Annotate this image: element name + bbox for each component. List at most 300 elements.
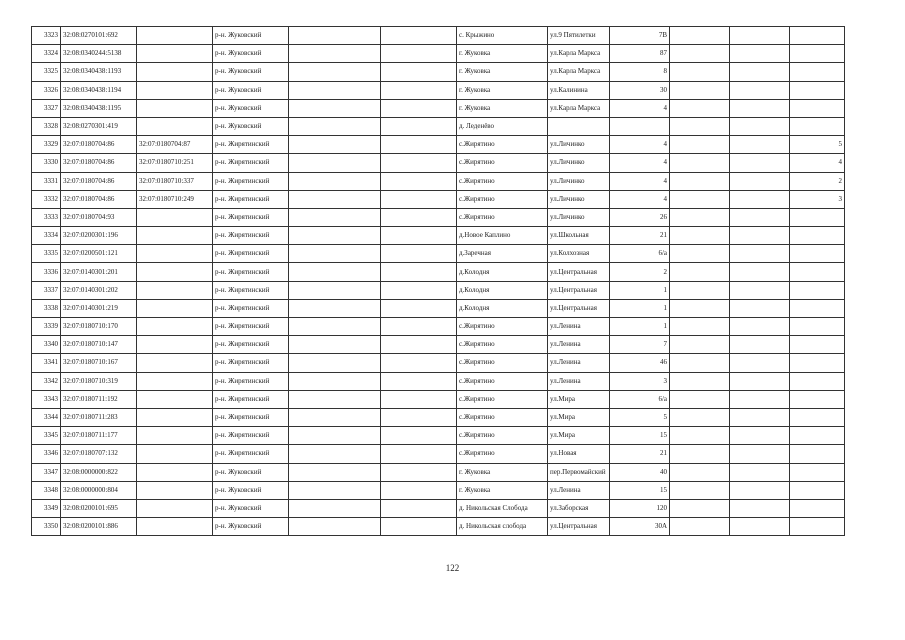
street: ул.Центральная bbox=[548, 263, 610, 281]
table-row bbox=[32, 336, 845, 354]
settlement: д.Заречная bbox=[457, 245, 548, 263]
cadastral-number: 32:07:0180711:177 bbox=[61, 427, 137, 445]
table-row bbox=[32, 63, 845, 81]
apartment-number bbox=[790, 390, 845, 408]
row-number: 3332 bbox=[32, 190, 61, 208]
empty-cell bbox=[670, 427, 730, 445]
empty-cell bbox=[381, 136, 457, 154]
cadastral-number: 32:07:0200301:196 bbox=[61, 227, 137, 245]
district: р-н. Жуковский bbox=[213, 499, 289, 517]
related-cadastral-number bbox=[137, 227, 213, 245]
cadastral-number: 32:07:0200501:121 bbox=[61, 245, 137, 263]
page-number: 122 bbox=[445, 563, 460, 573]
street: ул.Личинко bbox=[548, 208, 610, 226]
related-cadastral-number bbox=[137, 481, 213, 499]
empty-cell bbox=[730, 336, 790, 354]
district: р-н. Жирятинский bbox=[213, 263, 289, 281]
empty-cell bbox=[670, 481, 730, 499]
empty-cell bbox=[289, 99, 381, 117]
related-cadastral-number bbox=[137, 354, 213, 372]
street: ул.Карла Маркса bbox=[548, 99, 610, 117]
empty-cell bbox=[381, 518, 457, 536]
table-row bbox=[32, 445, 845, 463]
cadastral-number: 32:07:0180704:86 bbox=[61, 190, 137, 208]
settlement: г. Жуковка bbox=[457, 45, 548, 63]
related-cadastral-number bbox=[137, 208, 213, 226]
empty-cell bbox=[381, 336, 457, 354]
related-cadastral-number bbox=[137, 372, 213, 390]
empty-cell bbox=[670, 354, 730, 372]
empty-cell bbox=[670, 45, 730, 63]
empty-cell bbox=[289, 408, 381, 426]
settlement: с. Крыжино bbox=[457, 27, 548, 45]
street: ул.Новая bbox=[548, 445, 610, 463]
row-number: 3337 bbox=[32, 281, 61, 299]
empty-cell bbox=[289, 263, 381, 281]
table-row bbox=[32, 117, 845, 135]
related-cadastral-number bbox=[137, 499, 213, 517]
empty-cell bbox=[730, 481, 790, 499]
empty-cell bbox=[381, 299, 457, 317]
house-number: 15 bbox=[610, 481, 670, 499]
empty-cell bbox=[730, 281, 790, 299]
empty-cell bbox=[670, 445, 730, 463]
district: р-н. Жирятинский bbox=[213, 445, 289, 463]
empty-cell bbox=[381, 190, 457, 208]
table-row bbox=[32, 136, 845, 154]
house-number: 4 bbox=[610, 99, 670, 117]
empty-cell bbox=[730, 445, 790, 463]
empty-cell bbox=[381, 445, 457, 463]
empty-cell bbox=[381, 245, 457, 263]
cadastral-number: 32:07:0140301:219 bbox=[61, 299, 137, 317]
cadastral-number: 32:07:0180704:86 bbox=[61, 136, 137, 154]
row-number: 3330 bbox=[32, 154, 61, 172]
empty-cell bbox=[381, 263, 457, 281]
empty-cell bbox=[381, 481, 457, 499]
house-number: 46 bbox=[610, 354, 670, 372]
cadastral-number: 32:07:0180710:319 bbox=[61, 372, 137, 390]
cadastral-number: 32:08:0000000:822 bbox=[61, 463, 137, 481]
settlement: с.Жирятино bbox=[457, 336, 548, 354]
district: р-н. Жирятинский bbox=[213, 208, 289, 226]
row-number: 3340 bbox=[32, 336, 61, 354]
empty-cell bbox=[289, 227, 381, 245]
table-row bbox=[32, 427, 845, 445]
settlement: с.Жирятино bbox=[457, 390, 548, 408]
cadastral-number: 32:08:0270301:419 bbox=[61, 117, 137, 135]
row-number: 3348 bbox=[32, 481, 61, 499]
row-number: 3329 bbox=[32, 136, 61, 154]
street: ул.Личинко bbox=[548, 136, 610, 154]
empty-cell bbox=[381, 172, 457, 190]
district: р-н. Жирятинский bbox=[213, 190, 289, 208]
house-number: 21 bbox=[610, 227, 670, 245]
settlement: д.Колодня bbox=[457, 281, 548, 299]
house-number: 5 bbox=[610, 408, 670, 426]
table-row bbox=[32, 463, 845, 481]
apartment-number bbox=[790, 481, 845, 499]
row-number: 3339 bbox=[32, 318, 61, 336]
table-row bbox=[32, 390, 845, 408]
apartment-number bbox=[790, 299, 845, 317]
empty-cell bbox=[289, 27, 381, 45]
empty-cell bbox=[670, 263, 730, 281]
cadastral-number: 32:07:0180711:283 bbox=[61, 408, 137, 426]
street: ул.Калинина bbox=[548, 81, 610, 99]
row-number: 3325 bbox=[32, 63, 61, 81]
cadastral-number: 32:08:0000000:804 bbox=[61, 481, 137, 499]
empty-cell bbox=[730, 408, 790, 426]
table-row bbox=[32, 81, 845, 99]
empty-cell bbox=[730, 136, 790, 154]
settlement: с.Жирятино bbox=[457, 318, 548, 336]
row-number: 3335 bbox=[32, 245, 61, 263]
house-number: 30А bbox=[610, 518, 670, 536]
apartment-number: 3 bbox=[790, 190, 845, 208]
empty-cell bbox=[670, 245, 730, 263]
related-cadastral-number: 32:07:0180710:251 bbox=[137, 154, 213, 172]
row-number: 3344 bbox=[32, 408, 61, 426]
row-number: 3334 bbox=[32, 227, 61, 245]
house-number: 4 bbox=[610, 172, 670, 190]
district: р-н. Жирятинский bbox=[213, 318, 289, 336]
related-cadastral-number bbox=[137, 27, 213, 45]
settlement: г. Жуковка bbox=[457, 463, 548, 481]
apartment-number bbox=[790, 81, 845, 99]
street: ул.Центральная bbox=[548, 281, 610, 299]
empty-cell bbox=[670, 63, 730, 81]
district: р-н. Жирятинский bbox=[213, 408, 289, 426]
empty-cell bbox=[730, 208, 790, 226]
empty-cell bbox=[289, 499, 381, 517]
table-row bbox=[32, 45, 845, 63]
empty-cell bbox=[289, 354, 381, 372]
district: р-н. Жуковский bbox=[213, 99, 289, 117]
empty-cell bbox=[670, 154, 730, 172]
cadastral-number: 32:07:0180710:167 bbox=[61, 354, 137, 372]
table-row bbox=[32, 190, 845, 208]
street: ул.Ленина bbox=[548, 318, 610, 336]
empty-cell bbox=[730, 372, 790, 390]
settlement: г. Жуковка bbox=[457, 81, 548, 99]
settlement: д.Новое Каплино bbox=[457, 227, 548, 245]
house-number: 26 bbox=[610, 208, 670, 226]
empty-cell bbox=[730, 63, 790, 81]
house-number: 1 bbox=[610, 318, 670, 336]
street: ул.Центральная bbox=[548, 299, 610, 317]
row-number: 3326 bbox=[32, 81, 61, 99]
cadastral-number: 32:08:0340438:1195 bbox=[61, 99, 137, 117]
related-cadastral-number bbox=[137, 318, 213, 336]
district: р-н. Жирятинский bbox=[213, 390, 289, 408]
district: р-н. Жуковский bbox=[213, 481, 289, 499]
row-number: 3323 bbox=[32, 27, 61, 45]
table-row bbox=[32, 518, 845, 536]
table-row bbox=[32, 99, 845, 117]
empty-cell bbox=[381, 427, 457, 445]
district: р-н. Жирятинский bbox=[213, 245, 289, 263]
table-row bbox=[32, 27, 845, 45]
street: ул.Мира bbox=[548, 427, 610, 445]
empty-cell bbox=[289, 445, 381, 463]
district: р-н. Жирятинский bbox=[213, 299, 289, 317]
empty-cell bbox=[381, 499, 457, 517]
district: р-н. Жирятинский bbox=[213, 281, 289, 299]
empty-cell bbox=[289, 318, 381, 336]
district: р-н. Жирятинский bbox=[213, 372, 289, 390]
related-cadastral-number bbox=[137, 408, 213, 426]
house-number: 21 bbox=[610, 445, 670, 463]
district: р-н. Жуковский bbox=[213, 518, 289, 536]
empty-cell bbox=[289, 172, 381, 190]
empty-cell bbox=[730, 154, 790, 172]
district: р-н. Жуковский bbox=[213, 81, 289, 99]
empty-cell bbox=[381, 208, 457, 226]
street: ул.Колхозная bbox=[548, 245, 610, 263]
empty-cell bbox=[381, 63, 457, 81]
related-cadastral-number bbox=[137, 245, 213, 263]
house-number: 15 bbox=[610, 427, 670, 445]
house-number: 6/а bbox=[610, 390, 670, 408]
empty-cell bbox=[730, 518, 790, 536]
settlement: д. Леденёво bbox=[457, 117, 548, 135]
empty-cell bbox=[670, 136, 730, 154]
empty-cell bbox=[730, 190, 790, 208]
cadastral-number: 32:08:0200101:695 bbox=[61, 499, 137, 517]
empty-cell bbox=[289, 208, 381, 226]
row-number: 3324 bbox=[32, 45, 61, 63]
house-number bbox=[610, 117, 670, 135]
empty-cell bbox=[381, 390, 457, 408]
related-cadastral-number bbox=[137, 45, 213, 63]
empty-cell bbox=[289, 481, 381, 499]
related-cadastral-number bbox=[137, 445, 213, 463]
settlement: с.Жирятино bbox=[457, 372, 548, 390]
empty-cell bbox=[730, 463, 790, 481]
empty-cell bbox=[381, 227, 457, 245]
table-row bbox=[32, 481, 845, 499]
empty-cell bbox=[381, 81, 457, 99]
apartment-number bbox=[790, 372, 845, 390]
registry-rows bbox=[32, 27, 845, 536]
related-cadastral-number bbox=[137, 299, 213, 317]
settlement: г. Жуковка bbox=[457, 481, 548, 499]
cadastral-number: 32:08:0200101:886 bbox=[61, 518, 137, 536]
house-number: 1 bbox=[610, 281, 670, 299]
house-number: 3 bbox=[610, 372, 670, 390]
empty-cell bbox=[730, 81, 790, 99]
empty-cell bbox=[289, 45, 381, 63]
empty-cell bbox=[730, 227, 790, 245]
empty-cell bbox=[289, 117, 381, 135]
apartment-number bbox=[790, 427, 845, 445]
settlement: с.Жирятино bbox=[457, 354, 548, 372]
row-number: 3333 bbox=[32, 208, 61, 226]
district: р-н. Жирятинский bbox=[213, 172, 289, 190]
cadastral-number: 32:08:0340438:1193 bbox=[61, 63, 137, 81]
cadastral-number: 32:07:0180707:132 bbox=[61, 445, 137, 463]
settlement: с.Жирятино bbox=[457, 427, 548, 445]
empty-cell bbox=[381, 45, 457, 63]
settlement: г. Жуковка bbox=[457, 63, 548, 81]
empty-cell bbox=[730, 27, 790, 45]
apartment-number bbox=[790, 245, 845, 263]
street: ул.Заборская bbox=[548, 499, 610, 517]
settlement: с.Жирятино bbox=[457, 136, 548, 154]
related-cadastral-number bbox=[137, 390, 213, 408]
related-cadastral-number bbox=[137, 99, 213, 117]
settlement: д. Никольская Слобода bbox=[457, 499, 548, 517]
empty-cell bbox=[381, 372, 457, 390]
empty-cell bbox=[670, 281, 730, 299]
apartment-number bbox=[790, 318, 845, 336]
street: ул.Карла Маркса bbox=[548, 45, 610, 63]
settlement: д.Колодня bbox=[457, 263, 548, 281]
apartment-number bbox=[790, 63, 845, 81]
empty-cell bbox=[381, 318, 457, 336]
street: ул.Карла Маркса bbox=[548, 63, 610, 81]
settlement: с.Жирятино bbox=[457, 208, 548, 226]
street bbox=[548, 117, 610, 135]
house-number: 120 bbox=[610, 499, 670, 517]
street: пер.Первомайский bbox=[548, 463, 610, 481]
empty-cell bbox=[289, 372, 381, 390]
street: ул.Личинко bbox=[548, 190, 610, 208]
apartment-number bbox=[790, 117, 845, 135]
related-cadastral-number bbox=[137, 117, 213, 135]
empty-cell bbox=[730, 390, 790, 408]
street: ул.Ленина bbox=[548, 336, 610, 354]
row-number: 3349 bbox=[32, 499, 61, 517]
table-row bbox=[32, 299, 845, 317]
cadastral-number: 32:07:0140301:201 bbox=[61, 263, 137, 281]
table-row bbox=[32, 354, 845, 372]
house-number: 6/а bbox=[610, 245, 670, 263]
cadastral-number: 32:07:0180704:86 bbox=[61, 172, 137, 190]
empty-cell bbox=[730, 427, 790, 445]
empty-cell bbox=[289, 518, 381, 536]
apartment-number: 2 bbox=[790, 172, 845, 190]
apartment-number bbox=[790, 99, 845, 117]
empty-cell bbox=[670, 27, 730, 45]
registry-table bbox=[31, 26, 845, 536]
empty-cell bbox=[670, 336, 730, 354]
district: р-н. Жирятинский bbox=[213, 227, 289, 245]
row-number: 3328 bbox=[32, 117, 61, 135]
apartment-number bbox=[790, 227, 845, 245]
empty-cell bbox=[289, 63, 381, 81]
row-number: 3336 bbox=[32, 263, 61, 281]
cadastral-number: 32:07:0140301:202 bbox=[61, 281, 137, 299]
house-number: 4 bbox=[610, 190, 670, 208]
table-row bbox=[32, 172, 845, 190]
empty-cell bbox=[730, 263, 790, 281]
district: р-н. Жирятинский bbox=[213, 336, 289, 354]
district: р-н. Жирятинский bbox=[213, 354, 289, 372]
empty-cell bbox=[730, 172, 790, 190]
empty-cell bbox=[381, 281, 457, 299]
house-number: 1 bbox=[610, 299, 670, 317]
street: ул.Ленина bbox=[548, 372, 610, 390]
table-row bbox=[32, 499, 845, 517]
related-cadastral-number bbox=[137, 81, 213, 99]
empty-cell bbox=[670, 518, 730, 536]
district: р-н. Жуковский bbox=[213, 117, 289, 135]
settlement: с.Жирятино bbox=[457, 154, 548, 172]
district: р-н. Жирятинский bbox=[213, 427, 289, 445]
empty-cell bbox=[289, 154, 381, 172]
related-cadastral-number bbox=[137, 427, 213, 445]
apartment-number bbox=[790, 208, 845, 226]
house-number: 30 bbox=[610, 81, 670, 99]
house-number: 40 bbox=[610, 463, 670, 481]
empty-cell bbox=[381, 463, 457, 481]
empty-cell bbox=[670, 499, 730, 517]
row-number: 3341 bbox=[32, 354, 61, 372]
house-number: 4 bbox=[610, 136, 670, 154]
street: ул.Ленина bbox=[548, 481, 610, 499]
district: р-н. Жуковский bbox=[213, 463, 289, 481]
empty-cell bbox=[670, 99, 730, 117]
empty-cell bbox=[381, 99, 457, 117]
cadastral-number: 32:07:0180711:192 bbox=[61, 390, 137, 408]
empty-cell bbox=[730, 499, 790, 517]
settlement: с.Жирятино bbox=[457, 408, 548, 426]
empty-cell bbox=[381, 408, 457, 426]
street: ул.Личинко bbox=[548, 154, 610, 172]
settlement: д. Никольская слобода bbox=[457, 518, 548, 536]
empty-cell bbox=[670, 190, 730, 208]
apartment-number bbox=[790, 263, 845, 281]
street: ул.9 Пятилетки bbox=[548, 27, 610, 45]
settlement: с.Жирятино bbox=[457, 445, 548, 463]
empty-cell bbox=[289, 281, 381, 299]
row-number: 3331 bbox=[32, 172, 61, 190]
empty-cell bbox=[289, 245, 381, 263]
house-number: 7 bbox=[610, 336, 670, 354]
apartment-number bbox=[790, 336, 845, 354]
apartment-number bbox=[790, 408, 845, 426]
street: ул.Школьная bbox=[548, 227, 610, 245]
row-number: 3350 bbox=[32, 518, 61, 536]
related-cadastral-number: 32:07:0180710:337 bbox=[137, 172, 213, 190]
empty-cell bbox=[670, 117, 730, 135]
empty-cell bbox=[730, 299, 790, 317]
empty-cell bbox=[670, 227, 730, 245]
table-row bbox=[32, 245, 845, 263]
settlement: г. Жуковка bbox=[457, 99, 548, 117]
empty-cell bbox=[730, 45, 790, 63]
cadastral-number: 32:07:0180710:147 bbox=[61, 336, 137, 354]
house-number: 7В bbox=[610, 27, 670, 45]
row-number: 3346 bbox=[32, 445, 61, 463]
table-row bbox=[32, 372, 845, 390]
settlement: с.Жирятино bbox=[457, 190, 548, 208]
street: ул.Центральная bbox=[548, 518, 610, 536]
apartment-number bbox=[790, 445, 845, 463]
empty-cell bbox=[289, 299, 381, 317]
apartment-number bbox=[790, 354, 845, 372]
apartment-number bbox=[790, 463, 845, 481]
row-number: 3347 bbox=[32, 463, 61, 481]
related-cadastral-number bbox=[137, 281, 213, 299]
cadastral-number: 32:08:0270101:692 bbox=[61, 27, 137, 45]
empty-cell bbox=[670, 372, 730, 390]
empty-cell bbox=[670, 390, 730, 408]
cadastral-number: 32:07:0180704:86 bbox=[61, 154, 137, 172]
cadastral-number: 32:07:0180704:93 bbox=[61, 208, 137, 226]
